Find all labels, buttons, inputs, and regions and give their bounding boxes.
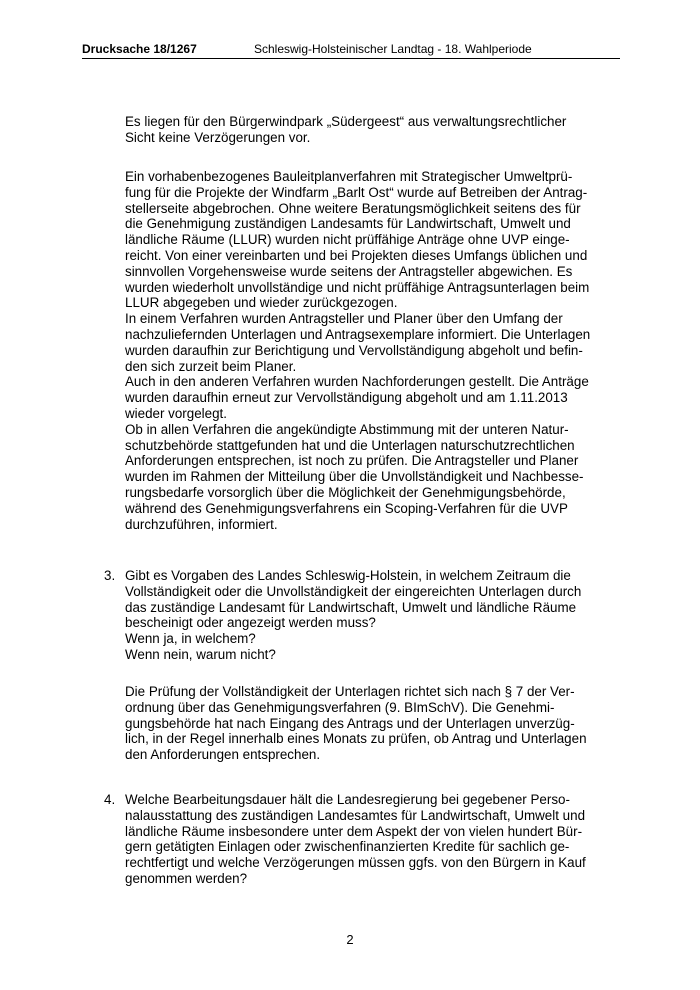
text-line: Welche Bearbeitungsdauer hält die Landesregierung bei gegebener Perso- [125, 792, 570, 807]
text-line: Es liegen für den Bürgerwindpark „Südergeest“ aus verwaltungsrechtlicher [125, 114, 567, 129]
text-line: schutzbehörde stattgefunden hat und die Unterlagen naturschutzrechtlichen [125, 437, 575, 453]
text-line: Auch in den anderen Verfahren wurden Nachforderungen gestellt. Die Anträge [125, 374, 589, 390]
text-line: Gibt es Vorgaben des Landes Schleswig-Holstein, in welchem Zeitraum die [125, 568, 571, 583]
text-line: stellerseite abgebrochen. Ohne weitere Beratungsmöglichkeit seitens des für [125, 200, 581, 216]
text-line: sinnvollen Vorgehensweise wurde seitens der Antragsteller abgewichen. Es [125, 263, 573, 279]
text-line: lich, in der Regel innerhalb eines Monats zu prüfen, ob Antrag und Unterlagen [125, 731, 587, 747]
text-line: gern getätigten Einlagen oder zwischenfinanzierten Kredite für sachlich ge- [125, 839, 570, 855]
text-line: wurden daraufhin erneut zur Vervollständigung abgeholt und am 1.11.2013 [125, 390, 568, 406]
text-line: Wenn nein, warum nicht? [125, 646, 276, 662]
text-line: bescheinigt oder angezeigt werden muss? [125, 615, 376, 631]
text-line: rechtfertigt und welche Verzögerungen müssen ggfs. von den Bürgern in Kauf [125, 855, 586, 871]
question-3-number: 3. [104, 568, 116, 583]
text-line: wieder vorgelegt. [125, 405, 227, 421]
text-line: nachzuliefernden Unterlagen und Antragsexemplare informiert. Die Unterlagen [125, 326, 591, 342]
text-line: während des Genehmigungsverfahrens ein Scoping-Verfahren für die UVP [125, 500, 568, 516]
text-line: reicht. Von einer vereinbarten und bei Projekten dieses Umfangs üblichen und [125, 247, 588, 263]
text-line: wurden im Rahmen der Mitteilung über die Unvollständigkeit und Nachbesse- [125, 469, 584, 485]
document-reference: Drucksache 18/1267 [82, 42, 197, 56]
question-4-number: 4. [104, 792, 116, 807]
text-line: LLUR abgegeben und wieder zurückgezogen. [125, 295, 398, 311]
text-line: In einem Verfahren wurden Antragsteller und Planer über den Umfang der [125, 311, 563, 327]
text-line: Vollständigkeit oder die Unvollständigkeit der eingereichten Unterlagen durch [125, 583, 582, 599]
text-line: den Anforderungen entsprechen. [125, 747, 321, 763]
text-line: nalausstattung des zuständigen Landesamtes für Landwirtschaft, Umwelt und [125, 807, 586, 823]
text-line: Wenn ja, in welchem? [125, 631, 256, 647]
text-line: ländliche Räume (LLUR) wurden nicht prüffähige Anträge ohne UVP einge- [125, 232, 570, 248]
text-line: die Genehmigung zuständigen Landesamts für Landwirtschaft, Umwelt und [125, 216, 571, 232]
text-line: fung für die Projekte der Windfarm „Barlt Ost“ wurde auf Betreiben der Antrag- [125, 184, 588, 200]
text-line: rungsbedarfe vorsorglich über die Möglichkeit der Genehmigungsbehörde, [125, 484, 566, 500]
page-number: 2 [346, 932, 354, 947]
text-line: gungsbehörde hat nach Eingang des Antrags und der Unterlagen unverzüg- [125, 715, 575, 731]
text-line: den sich zurzeit beim Planer. [125, 358, 297, 374]
answer-2-body [125, 169, 610, 532]
text-line: wurden daraufhin zur Berichtigung und Vervollständigung abgeholt und befin- [125, 342, 583, 358]
text-line: Anforderungen entsprechen, ist noch zu prüfen. Die Antragsteller und Planer [125, 453, 579, 469]
text-line: Ob in allen Verfahren die angekündigte Abstimmung mit der unteren Natur- [125, 421, 569, 437]
text-line: durchzuführen, informiert. [125, 516, 278, 532]
parliament-title: Schleswig-Holsteinischer Landtag - 18. Wahlperiode [254, 42, 532, 56]
page-header [82, 38, 620, 59]
question-3-text [125, 568, 610, 663]
text-line: ordnung über das Genehmigungsverfahren (9. BImSchV). Die Genehmi- [125, 699, 555, 715]
text-line: Sicht keine Verzögerungen vor. [125, 129, 311, 145]
text-line: Ein vorhabenbezogenes Bauleitplanverfahren mit Strategischer Umweltprü- [125, 169, 573, 184]
question-4-text [125, 792, 610, 887]
answer-2-intro [125, 114, 610, 146]
text-line: genommen werden? [125, 870, 248, 886]
answer-3 [125, 684, 610, 763]
text-line: das zuständige Landesamt für Landwirtschaft, Umwelt und ländliche Räume [125, 599, 577, 615]
text-line: Die Prüfung der Vollständigkeit der Unterlagen richtet sich nach § 7 der Ver- [125, 684, 575, 699]
text-line: wurden wiederholt unvollständige und nicht prüffähige Antragsunterlagen beim [125, 279, 590, 295]
text-line: ländliche Räume insbesondere unter dem Aspekt der von vielen hundert Bür- [125, 823, 583, 839]
